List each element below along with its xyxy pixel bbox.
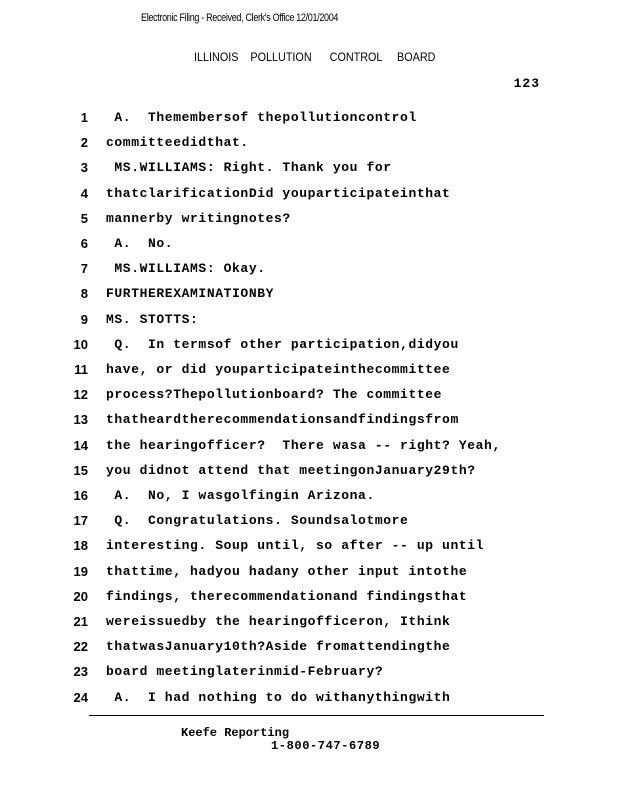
transcript-line [0, 286, 618, 311]
line-number: 14 [73, 437, 88, 453]
transcript-line [0, 538, 618, 563]
line-number: 24 [73, 689, 88, 705]
transcript-line [0, 614, 618, 639]
line-number: 21 [73, 614, 88, 629]
line-text: thatclarificationDid youparticipateinthat [106, 185, 451, 201]
line-text: process?Thepollutionboard? The committee [106, 387, 443, 403]
line-number: 5 [80, 210, 88, 226]
line-number: 16 [73, 488, 88, 503]
line-text: have, or did youparticipateinthecommittee [106, 362, 451, 377]
transcript-line [0, 664, 618, 689]
line-text: Q. Congratulations. Soundsalotmore [106, 513, 409, 529]
transcript-line [0, 211, 618, 236]
line-text: you didnot attend that meetingonJanuary29th? [106, 462, 476, 478]
line-number: 13 [73, 412, 88, 428]
line-text: Q. In termsof other participation,didyou [106, 336, 459, 352]
transcript-line [0, 589, 618, 614]
line-number: 8 [80, 286, 88, 302]
transcript-line [0, 412, 618, 437]
line-number: 7 [80, 261, 88, 277]
page-number: 123 [513, 76, 540, 91]
transcript-line [0, 110, 618, 135]
transcript-line [0, 488, 618, 513]
electronic-filing-stamp: Electronic Filing - Received, Clerk's Office 12/01/2004 [141, 12, 339, 24]
transcript-line [0, 337, 618, 362]
transcript-line [0, 513, 618, 538]
line-text: findings, therecommendationand findingsthat [106, 588, 468, 604]
line-number: 9 [80, 311, 88, 327]
line-text: committeedidthat. [106, 135, 249, 151]
line-number: 18 [73, 538, 88, 554]
line-text: MS.WILLIAMS: Okay. [106, 261, 266, 277]
transcript-line [0, 387, 618, 412]
line-number: 11 [74, 362, 88, 377]
line-text: thattime, hadyou hadany other input intothe [106, 563, 468, 579]
footer-divider [89, 715, 544, 716]
transcript-line [0, 135, 618, 160]
line-number: 17 [73, 513, 88, 529]
transcript-line [0, 690, 618, 715]
line-text: interesting. Soup until, so after -- up until [106, 538, 485, 554]
line-number: 15 [73, 462, 88, 478]
line-text: board meetinglaterinmid-February? [106, 664, 384, 680]
line-number: 20 [73, 588, 88, 604]
line-text: wereissuedby the hearingofficeron, Ithink [106, 614, 451, 629]
line-text: thatheardtherecommendationsandfindingsfrom [106, 412, 459, 428]
line-text: the hearingofficer? There wasa -- right? Yeah, [106, 437, 501, 453]
line-number: 2 [80, 135, 88, 151]
line-number: 3 [80, 160, 88, 176]
line-text: A. No, I wasgolfingin Arizona. [106, 488, 375, 503]
line-number: 23 [73, 664, 88, 680]
transcript-line [0, 236, 618, 261]
line-number: 10 [73, 336, 88, 352]
transcript-line [0, 261, 618, 286]
line-number: 19 [73, 563, 88, 579]
transcript-line [0, 362, 618, 387]
line-text: FURTHEREXAMINATIONBY [106, 286, 275, 302]
line-text: MS.WILLIAMS: Right. Thank you for [106, 160, 392, 176]
transcript-line [0, 312, 618, 337]
line-text: MS. STOTTS: [106, 311, 199, 327]
line-text: A. Themembersof thepollutioncontrol [106, 110, 417, 125]
line-number: 12 [73, 387, 88, 403]
line-text: thatwasJanuary10th?Aside fromattendingthe [106, 639, 451, 655]
reporter-phone: 1-800-747-6789 [271, 739, 381, 753]
transcript-line [0, 463, 618, 488]
line-number: 6 [80, 236, 88, 251]
line-text: mannerby writingnotes? [106, 210, 291, 226]
line-number: 4 [80, 185, 88, 201]
transcript-line [0, 639, 618, 664]
transcript-line [0, 186, 618, 211]
line-text: A. No. [106, 236, 174, 251]
board-title: ILLINOIS POLLUTION CONTROL BOARD [194, 50, 436, 64]
line-number: 22 [73, 639, 88, 655]
reporter-name: Keefe Reporting [181, 726, 290, 740]
line-number: 1 [80, 110, 88, 125]
line-text: A. I had nothing to do withanythingwith [106, 689, 451, 705]
transcript-line [0, 438, 618, 463]
transcript-line [0, 160, 618, 185]
transcript-line [0, 564, 618, 589]
